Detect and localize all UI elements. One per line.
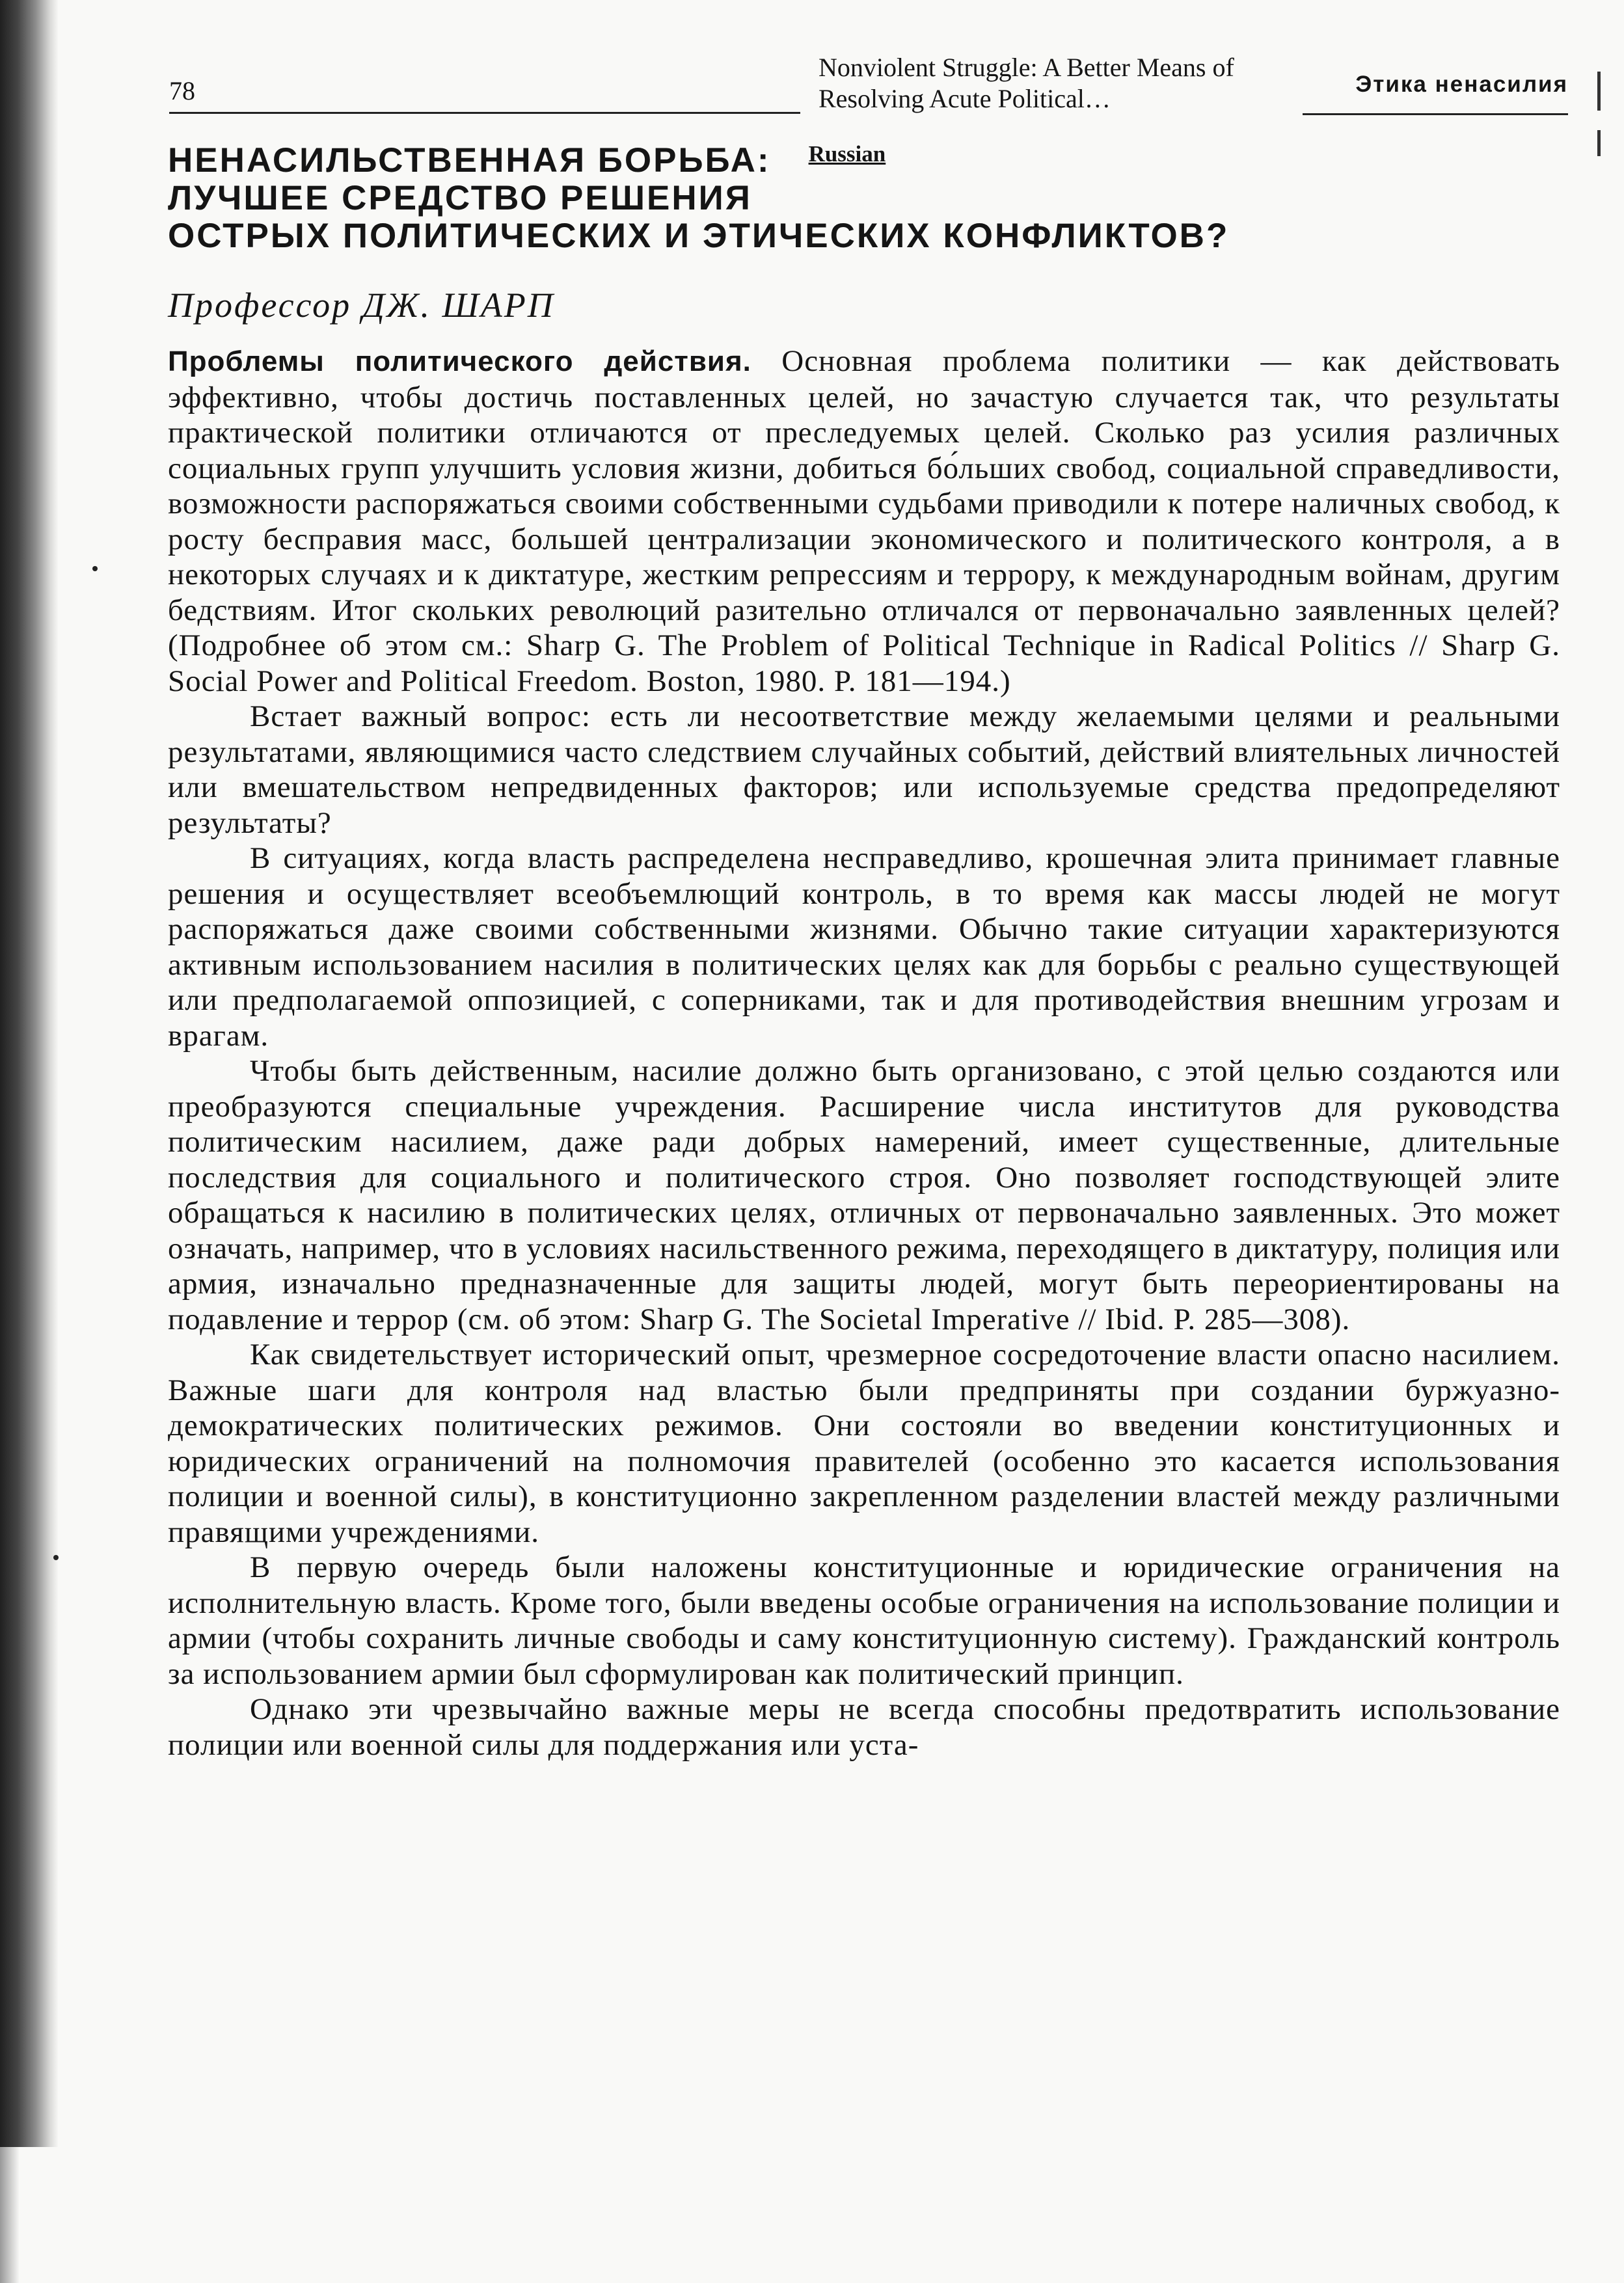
paragraph-text: Основная проблема политики — как действовать эффективно, чтобы достичь поставленных целей, но зачастую случается так, что результаты практической политики отличаются от преследуемых целей. Сколько раз усилия различных социальных групп улучшить условия жизни, добиться бо́льших свобод, социальной справедливости, возможности распоряжаться своими собственными судьбами приводили к потере наличных свобод, к росту бесправия масс, большей централизации экономического и политического контроля, а в некоторых случаях и к диктатуре, жестким репрессиям и террору, к международным войнам, другим бедствиям. Итог скольких революций разительно отличался от первоначально заявленных целей? (Подробнее об этом см.: Sharp G. The Problem of Political Technique in Radical Politics // Sharp G. Social Power and Political Freedom. Boston, 1980. P. 181—194.) bbox=[168, 344, 1560, 698]
scan-shadow-edge bbox=[0, 0, 59, 2147]
paragraph: В ситуациях, когда власть распределена несправедливо, крошечная элита принимает главные решения и осуществляет всеобъемлющий контроль, в то время как массы людей не могут распоряжаться даже своими собственными жизнями. Обычно такие ситуации характеризуются активным использованием насилия в политических целях как для борьбы с реально существующей или предполагаемой оппозицией, с соперниками, так и для противодействия внешним угрозам и врагам. bbox=[168, 841, 1560, 1053]
scan-shadow-edge-lower bbox=[0, 2147, 20, 2283]
paragraph: Встает важный вопрос: есть ли несоответствие между желаемыми целями и реальными результатами, являющимися часто следствием случайных событий, действий влиятельных личностей или вмешательством непредвиденных факторов; или используемые средства предопределяют результаты? bbox=[168, 699, 1560, 840]
paragraph: Как свидетельствует исторический опыт, чрезмерное сосредоточение власти опасно насилием. Важные шаги для контроля над властью были предприняты при создании буржуазно-демократических политических режимов. Они состояли во введении конституционных и юридических ограничений на полномочия правителей (особенно это касается использования полиции и военной силы), в конституционно закрепленном разделении властей между различными правящими учреждениями. bbox=[168, 1338, 1560, 1549]
paragraph: В первую очередь были наложены конституционные и юридические ограничения на исполнительную власть. Кроме того, были введены особые ограничения на использование полиции и армии (чтобы сохранить личные свободы и саму конституционную систему). Гражданский контроль за использованием армии был сформулирован как политический принцип. bbox=[168, 1550, 1560, 1691]
running-title-line: Resolving Acute Political… bbox=[819, 84, 1111, 113]
title-line: ОСТРЫХ ПОЛИТИЧЕСКИХ И ЭТИЧЕСКИХ КОНФЛИКТОВ? bbox=[168, 217, 1230, 255]
paragraph bbox=[168, 344, 1560, 699]
language-tag: Russian bbox=[808, 141, 886, 167]
page-number: 78 bbox=[169, 76, 195, 105]
header-rule-left bbox=[169, 112, 800, 114]
paragraph: Однако эти чрезвычайно важные меры не всегда способны предотвратить использование полиции или военной силы для поддержания или уста- bbox=[168, 1692, 1560, 1762]
article-body bbox=[168, 344, 1560, 1763]
title-line: НЕНАСИЛЬСТВЕННАЯ БОРЬБА: bbox=[168, 141, 771, 180]
section-label: Этика ненасилия bbox=[1355, 72, 1568, 97]
running-title-line: Nonviolent Struggle: A Better Means of bbox=[819, 53, 1234, 82]
title-line: ЛУЧШЕЕ СРЕДСТВО РЕШЕНИЯ bbox=[168, 179, 752, 217]
header-rule-right bbox=[1303, 113, 1568, 115]
page-header bbox=[169, 52, 1568, 124]
scan-speck bbox=[53, 1555, 59, 1560]
scan-speck bbox=[92, 566, 98, 571]
article-title bbox=[168, 142, 1567, 255]
running-title bbox=[819, 52, 1234, 115]
paragraph: Чтобы быть действенным, насилие должно быть организовано, с этой целью создаются или преобразуются специальные учреждения. Расширение числа институтов для руководства политическим насилием, даже ради добрых намерений, имеет существенные, длительные последствия для социального и политического строя. Оно позволяет господствующей элите обращаться к насилию в политических целях, отличных от первоначально заявленных. Это может означать, например, что в условиях насильственного режима, переходящего в диктатуру, полиция или армия, изначально предназначенные для защиты людей, могут быть переориентированы на подавление и террор (см. об этом: Sharp G. The Societal Imperative // Ibid. P. 285—308). bbox=[168, 1054, 1560, 1336]
scan-mark bbox=[1597, 130, 1601, 156]
author: Профессор ДЖ. ШАРП bbox=[168, 286, 555, 325]
scan-mark bbox=[1597, 72, 1601, 111]
lead-heading: Проблемы политического действия. bbox=[168, 345, 751, 377]
